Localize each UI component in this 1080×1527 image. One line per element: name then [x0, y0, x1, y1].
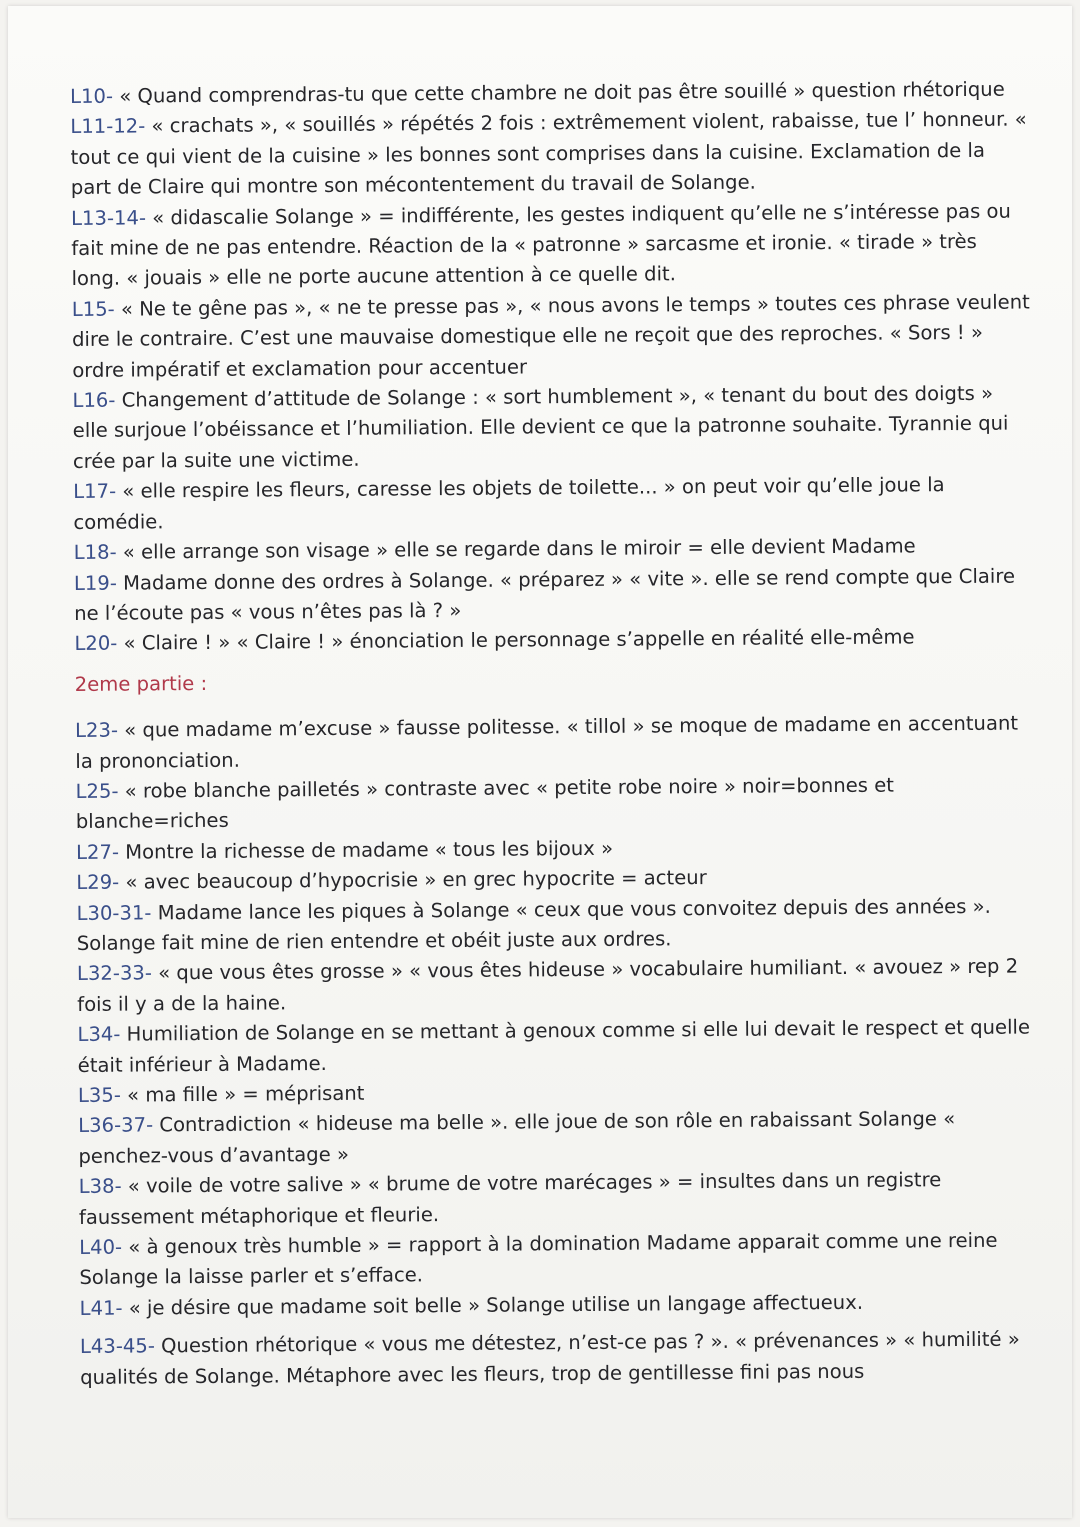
paper-sheet: [8, 6, 1072, 1518]
note-text: Madame lance les piques à Solange « ceux que vous convoitez depuis des années ». Solange fait mine de rien entendre et obéit juste aux ordres.: [76, 894, 991, 955]
line-ref: L35-: [77, 1083, 121, 1107]
note-l13-14: [71, 196, 1032, 295]
line-ref: L17-: [73, 479, 117, 504]
line-ref: L36-37-: [78, 1113, 154, 1138]
note-l15: [72, 287, 1033, 386]
note-text: « je désire que madame soit belle » Solange utilise un langage affectueux.: [122, 1290, 864, 1320]
line-ref: L32-33-: [76, 961, 153, 986]
line-ref: L10-: [70, 84, 114, 108]
note-text: « Quand comprendras-tu que cette chambre ne doit pas être souillé » question rhétorique: [112, 77, 1005, 108]
note-text: « avec beaucoup d’hypocrisie » en grec hypocrite = acteur: [119, 866, 707, 894]
note-l25: [75, 769, 1035, 837]
line-ref: L11-12-: [70, 114, 146, 139]
note-l30-31: [76, 891, 1036, 959]
note-l43-45: [80, 1325, 1040, 1393]
note-text: Madame donne des ordres à Solange. « préparez » « vite ». elle se rend compte que Claire ne l’écoute pas « vous n’êtes pas là ? »: [74, 564, 1016, 625]
note-text: « que madame m’excuse » fausse politesse. « tillol » se moque de madame en accentuant la prononciation.: [75, 711, 1019, 773]
note-l32-33: [77, 952, 1037, 1020]
notes-body: [70, 74, 1040, 1393]
line-ref: L15-: [71, 297, 115, 321]
line-ref: L25-: [75, 779, 119, 803]
note-text: Montre la richesse de madame « tous les bijoux »: [118, 836, 614, 864]
line-ref: L38-: [78, 1174, 122, 1199]
note-text: « que vous êtes grosse » « vous êtes hideuse » vocabulaire humiliant. « avouez » rep 2 fois il y a de la haine.: [77, 954, 1019, 1016]
line-ref: L23-: [75, 718, 119, 743]
line-ref: L19-: [73, 571, 117, 595]
note-text: « ma fille » = méprisant: [120, 1081, 365, 1107]
note-l40: [79, 1225, 1039, 1293]
line-ref: L13-14-: [70, 206, 147, 230]
note-text: « Ne te gêne pas », « ne te presse pas », « nous avons le temps » toutes ces phrase veulent dire le contraire. C’est une mauvaise domestique elle ne reçoit que des reproches. « Sors ! » ordre impératif et exclamation pour accentuer: [71, 290, 1030, 382]
line-ref: L40-: [79, 1235, 123, 1259]
note-text: « Claire ! » « Claire ! » énonciation le personnage s’appelle en réalité elle-même: [117, 625, 915, 655]
section-title: 2eme partie :: [74, 671, 208, 696]
note-text: Changement d’attitude de Solange : « sort humblement », « tenant du bout des doigts » elle surjoue l’obéissance et l’humiliation. Elle devient ce que la patronne souhaite. Tyrannie qui crée par la suite une victime.: [72, 381, 1009, 473]
note-l19: [74, 561, 1034, 629]
line-ref: L30-31-: [76, 900, 152, 925]
note-l36-37: [78, 1104, 1038, 1172]
note-text: « robe blanche pailletés » contraste avec « petite robe noire » noir=bonnes et blanche=riches: [75, 773, 895, 834]
note-text: « elle arrange son visage » elle se regarde dans le miroir = elle devient Madame: [116, 534, 916, 564]
note-text: « elle respire les fleurs, caresse les objets de toilette... » on peut voir qu’elle joue la comédie.: [73, 473, 945, 534]
note-l20: [74, 622, 1034, 660]
line-ref: L16-: [72, 388, 116, 413]
note-l11-12: [70, 105, 1031, 204]
line-ref: L43-45-: [79, 1334, 155, 1359]
note-l16: [72, 379, 1033, 478]
note-text: Humiliation de Solange en se mettant à genoux comme si elle lui devait le respect et quelle était inférieur à Madame.: [77, 1015, 1031, 1077]
line-ref: L27-: [75, 840, 120, 864]
note-l38: [79, 1165, 1039, 1233]
note-text: « voile de votre salive » « brume de votre marécages » = insultes dans un registre faussement métaphorique et fleurie.: [78, 1168, 942, 1229]
note-text: « didascalie Solange » = indifférente, les gestes indiquent qu’elle ne s’intéresse pas ou fait mine de ne pas entendre. Réaction de la « patronne » sarcasme et ironie. « tirade » très long. « jouais » elle ne porte aucune attention à ce quelle dit.: [71, 199, 1011, 291]
line-ref: L29-: [76, 870, 120, 895]
line-ref: L41-: [79, 1296, 123, 1320]
note-text: Contradiction « hideuse ma belle ». elle joue de son rôle en rabaissant Solange « penchez-vous d’avantage »: [78, 1107, 956, 1168]
note-text: « crachats », « souillés » répétés 2 fois : extrêmement violent, rabaisse, tue l’ honneur. « tout ce qui vient de la cuisine » les bonnes sont comprises dans la cuisine. Exclamation de la part de Claire qui montre son mécontentement du travail de Solange.: [70, 107, 1027, 200]
line-ref: L34-: [77, 1022, 121, 1047]
note-l17: [73, 470, 1033, 538]
note-text: « à genoux très humble » = rapport à la domination Madame apparait comme une reine Solange la laisse parler et s’efface.: [79, 1228, 998, 1290]
note-text: Question rhétorique « vous me détestez, n’est-ce pas ? ». « prévenances » « humilité » qualités de Solange. Métaphore avec les fleurs, trop de gentillesse fini pas nous: [80, 1327, 1020, 1389]
note-l34: [77, 1013, 1037, 1081]
line-ref: L20-: [74, 631, 118, 656]
note-l23: [75, 709, 1035, 777]
line-ref: L18-: [73, 540, 117, 565]
